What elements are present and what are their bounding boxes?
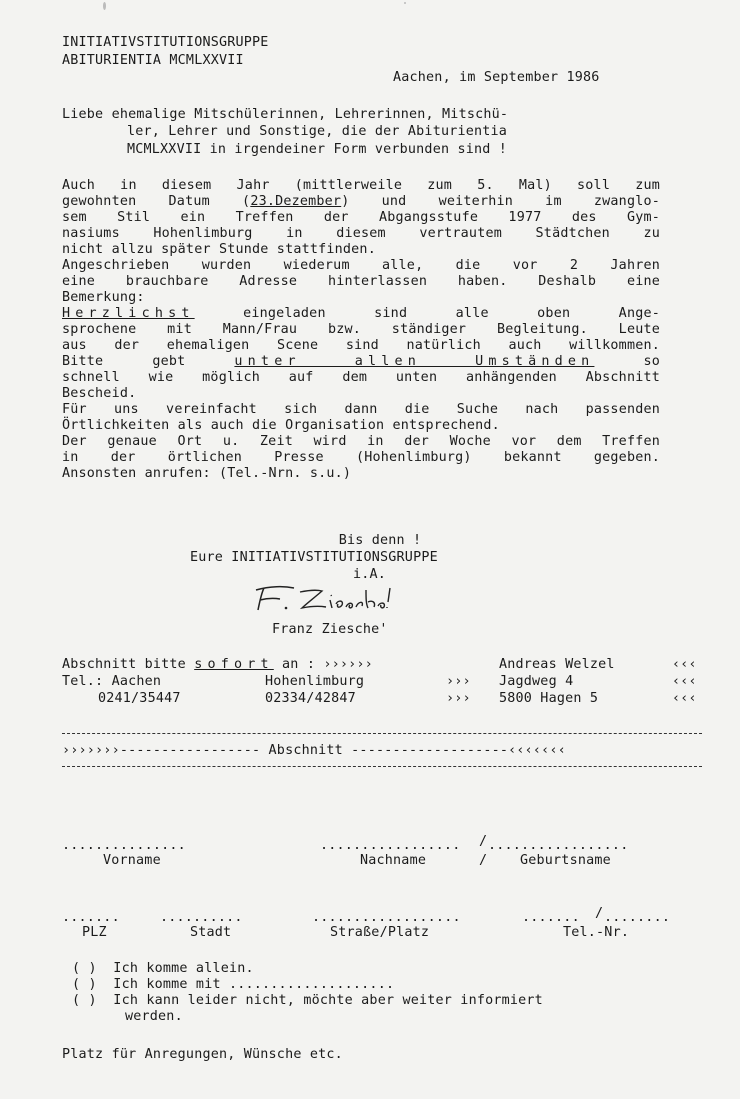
body-line: Herzlichst eingeladen sind alle oben Ange- (62, 306, 660, 321)
salutation-line2: ler, Lehrer und Sonstige, die der Abiturientia (127, 124, 508, 139)
body-line: Örtlichkeiten als auch die Organisation entsprechend. (62, 418, 500, 433)
salutation-line3: MCMLXXVII in irgendeiner Form verbunden sind ! (127, 142, 508, 157)
contact-row-1: Abschnitt bitte sofort an : ›››››› (62, 657, 373, 672)
strasse-label: Straße/Platz (330, 925, 430, 940)
geburtsname-field[interactable]: ................. (488, 838, 629, 853)
tel-field-area[interactable]: ....... (522, 910, 580, 925)
tel-label: Tel.-Nr. (563, 925, 630, 940)
recipient-street: Jagdweg 4 (499, 674, 574, 689)
arrow-left: ‹‹‹ (672, 674, 697, 689)
body-line: Bemerkung: (62, 290, 145, 305)
option-alone[interactable]: ( ) Ich komme allein. (72, 961, 254, 976)
body-line: gewohnten Datum (23.Dezember) und weiterhin im zwanglo- (62, 194, 660, 209)
org-name-line1: INITIATIVSTITUTIONSGRUPPE (62, 35, 269, 50)
body-line: sprochene mit Mann/Frau bzw. ständiger Begleitung. Leute (62, 322, 660, 337)
option-with-guest[interactable]: ( ) Ich komme mit .................... (72, 977, 395, 992)
vorname-field[interactable]: ............... (62, 838, 186, 853)
paper-speck (404, 2, 406, 4)
body-line: aus der ehemaligen Scene sind natürlich auch willkommen. (62, 338, 660, 353)
name-slash: / (479, 834, 488, 849)
plz-field[interactable]: ....... (62, 910, 120, 925)
org-name-line2: ABITURIENTIA MCMLXXVII (62, 53, 244, 68)
strasse-field[interactable]: .................. (312, 910, 461, 925)
closing-name: Franz Ziesche' (272, 622, 388, 637)
vorname-label: Vorname (103, 853, 161, 868)
arrow-left: ‹‹‹ (672, 691, 697, 706)
recipient-city: 5800 Hagen 5 (499, 691, 599, 706)
tel-field-number[interactable]: ........ (604, 910, 671, 925)
recipient-name: Andreas Welzel (499, 657, 615, 672)
body-line: in der örtlichen Presse (Hohenlimburg) bekannt gegeben. (62, 450, 660, 465)
body-line: Ansonsten anrufen: (Tel.-Nrn. s.u.) (62, 466, 352, 481)
cut-label: ›››››››----------------- Abschnitt -------------------‹‹‹‹‹‹‹ (62, 743, 566, 758)
body-line: Bitte gebt unter allen Umständen so (62, 354, 660, 369)
body-line: nicht allzu später Stunde stattfinden. (62, 242, 376, 257)
emphasis-sofort: sofort (194, 657, 274, 672)
closing-bye: Bis denn ! (338, 533, 422, 548)
name-slash-label: / (479, 853, 488, 868)
phone-label-hohenlimburg: Hohenlimburg (265, 674, 365, 689)
emphasis-herzlichst: Herzlichst (62, 306, 195, 321)
body-line: schnell wie möglich auf dem unten anhängenden Abschnitt (62, 370, 660, 385)
arrow-right: ››› (446, 674, 471, 689)
closing-group: Eure INITIATIVSTITUTIONSGRUPPE (190, 550, 438, 565)
option-cannot-attend-cont: werden. (125, 1009, 183, 1024)
body-line: Bescheid. (62, 386, 137, 401)
plz-label: PLZ (82, 925, 107, 940)
body-line: Angeschrieben wurden wiederum alle, die vor 2 Jahren (62, 258, 660, 273)
tel-slash: / (595, 906, 604, 921)
closing-ia: i.A. (353, 567, 387, 582)
event-date: 23.Dezember (250, 194, 342, 209)
stadt-field[interactable]: .......... (160, 910, 243, 925)
phone-label-aachen: Tel.: Aachen (62, 674, 162, 689)
nachname-label: Nachname (360, 853, 427, 868)
salutation-line1: Liebe ehemalige Mitschülerinnen, Lehrerinnen, Mitschü- (62, 107, 509, 122)
paper-speck (103, 2, 106, 10)
phone-hohenlimburg: 02334/42847 (265, 691, 356, 706)
nachname-field[interactable]: ................. (320, 838, 461, 853)
geburtsname-label: Geburtsname (520, 853, 611, 868)
option-cannot-attend[interactable]: ( ) Ich kann leider nicht, möchte aber weiter informiert (72, 993, 543, 1008)
phone-aachen: 0241/35447 (98, 691, 181, 706)
body-line: Der genaue Ort u. Zeit wird in der Woche vor dem Treffen (62, 434, 660, 449)
body-line: nasiums Hohenlimburg in diesem vertrautem Städtchen zu (62, 226, 660, 241)
cut-line-bottom (62, 766, 702, 767)
notes-label: Platz für Anregungen, Wünsche etc. (62, 1047, 343, 1062)
arrow-left: ‹‹‹ (672, 657, 697, 672)
body-line: sem Stil ein Treffen der Abgangsstufe 1977 des Gym- (62, 210, 660, 225)
body-line: Für uns vereinfacht sich dann die Suche nach passenden (62, 402, 660, 417)
place-date: Aachen, im September 1986 (393, 70, 600, 85)
cut-line-top (62, 733, 702, 734)
handwritten-signature (250, 580, 450, 620)
body-line: Auch in diesem Jahr (mittlerweile zum 5. Mal) soll zum (62, 178, 660, 193)
body-line: eine brauchbare Adresse hinterlassen haben. Deshalb eine (62, 274, 660, 289)
stadt-label: Stadt (190, 925, 232, 940)
arrow-right: ››› (446, 691, 471, 706)
emphasis-unter-allen-umstaenden: unter allen Umständen (234, 354, 595, 369)
